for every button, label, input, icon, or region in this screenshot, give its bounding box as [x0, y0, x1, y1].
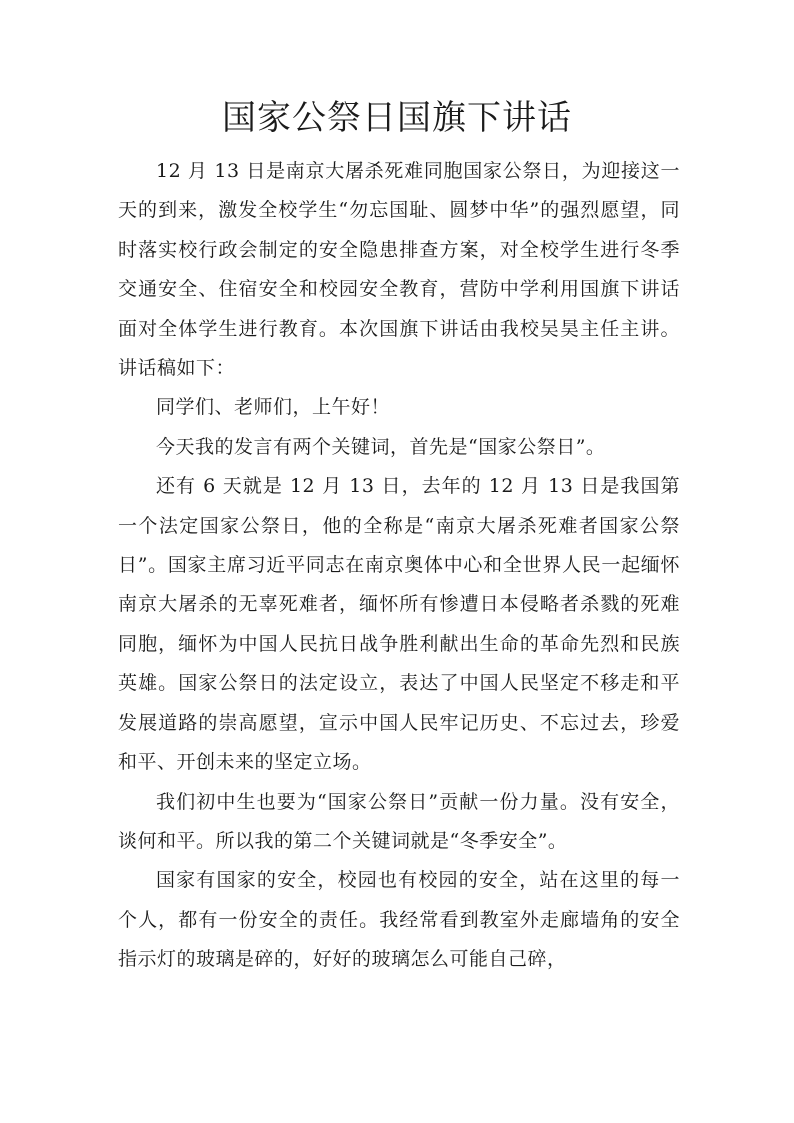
paragraph-memorial-day: 还有 6 天就是 12 月 13 日，去年的 12 月 13 日是我国第一个法定国家公祭日，他的全称是“南京大屠杀死难者国家公祭日”。国家主席习近平同志在南京奥体中心和全世界人民一起缅怀南京大屠杀的无辜死难者，缅怀所有惨遭日本侵略者杀戮的死难同胞，缅怀为中国人民抗日战争胜利献出生命的革命先烈和民族英雄。国家公祭日的法定设立，表达了中国人民坚定不移走和平发展道路的崇高愿望，宣示中国人民牢记历史、不忘过去，珍爱和平、开创未来的坚定立场。 [118, 475, 680, 774]
document-body [118, 152, 680, 980]
paragraph-campus-safety: 国家有国家的安全，校园也有校园的安全，站在这里的每一个人，都有一份安全的责任。我经常看到教室外走廊墙角的安全指示灯的玻璃是碎的，好好的玻璃怎么可能自己碎， [118, 869, 680, 971]
paragraph-keyword-two: 我们初中生也要为“国家公祭日”贡献一份力量。没有安全，谈何和平。所以我的第二个关键词就是“冬季安全”。 [118, 790, 680, 852]
paragraph-intro: 12 月 13 日是南京大屠杀死难同胞国家公祭日，为迎接这一天的到来，激发全校学生“勿忘国耻、圆梦中华”的强烈愿望，同时落实校行政会制定的安全隐患排查方案，对全校学生进行冬季交通安全、住宿安全和校园安全教育，营防中学利用国旗下讲话面对全体学生进行教育。本次国旗下讲话由我校吴昊主任主讲。讲话稿如下： [118, 160, 680, 380]
document-title: 国家公祭日国旗下讲话 [222, 98, 572, 138]
paragraph-keyword-one: 今天我的发言有两个关键词，首先是“国家公祭日”。 [156, 435, 606, 458]
paragraph-greeting: 同学们、老师们，上午好！ [156, 396, 391, 419]
